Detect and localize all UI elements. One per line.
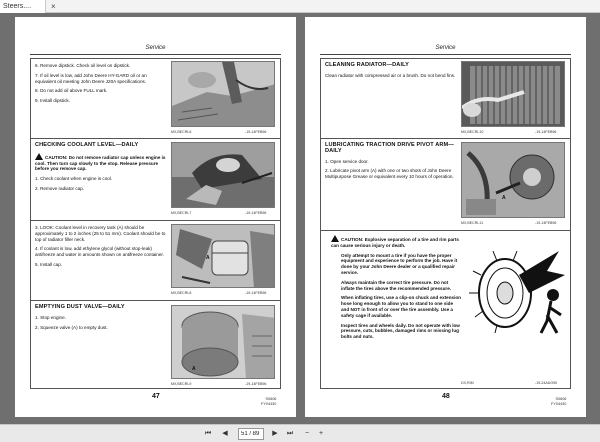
page-header: Service [435,45,456,51]
page-footer-code: S0606 FY04430 [261,397,277,406]
section-title: LUBRICATING TRACTION DRIVE PIVOT ARM—DAILY [325,142,454,154]
figure-code: MX,BECRL10 [461,130,484,134]
section-text [325,63,457,83]
step-text: Clean radiator with compressed air or a brush. Do not bend fins. [325,72,456,78]
figure-date: -19-14FEB96 [535,221,557,225]
figure-date: -19-14FEB96 [245,291,267,295]
title-bar [0,0,600,13]
section-checking-coolant [31,139,280,221]
section-text [325,143,457,184]
recovery-tank-photo [171,224,275,288]
paragraph-text: Only attempt to mount a tire if you have the proper equipment and experience to perform the job. Have it done by your John Deere dealer or a qualified repair service. [341,252,458,275]
figure-code: MX,BECRL7 [171,211,192,215]
section-text [35,225,167,272]
figure-code: MX,BECRL6 [171,130,192,134]
exploding-tire-illustration [467,245,567,335]
figure-date: -19-14FEB96 [245,382,267,386]
step-text: 7. If oil level is low, add John Deere HY-GARD oil or an equivalent oil meeting John Deere J20A specifications. [35,72,147,84]
step-text: 9. Install dipstick. [35,98,70,104]
first-page-button[interactable]: ⏮ [204,430,212,437]
page-47 [15,17,296,417]
figure-date: -19-14FEB96 [245,130,267,134]
close-icon[interactable]: × [51,2,56,11]
section-text [331,235,461,344]
section-cleaning-radiator [321,59,570,139]
step-text: 2. Squeeze valve (A) to empty dust. [35,324,108,330]
figure-date: -19-14FEB96 [245,211,267,215]
warning-triangle-icon [35,153,43,160]
section-dust-valve [31,301,280,390]
page-footer-code: S0606 FY04430 [551,397,567,406]
page-48 [305,17,586,417]
paragraph-text: Inspect tires and wheels daily. Do not operate with low pressure, cuts, bubbles, damaged rims or missing lug bolts and nuts. [341,322,460,340]
figure-code: MX,BECRL11 [461,221,484,225]
figure-code: DX,RIM [461,381,474,385]
section-oil-check [31,59,280,139]
page-number-input[interactable] [238,428,264,440]
content-frame [320,58,571,389]
figure-code: MX,BECRL9 [171,382,192,386]
viewer-toolbar [0,424,600,442]
figure-date: -19-14FEB96 [535,130,557,134]
step-text: 2. Remove radiator cap. [35,185,85,191]
zoom-out-button[interactable]: − [304,430,310,437]
next-page-button[interactable]: ▶ [272,430,278,437]
section-coolant-level [31,221,280,301]
section-title: CHECKING COOLANT LEVEL—DAILY [35,142,139,148]
section-text [35,63,167,108]
header-rule [30,54,281,55]
page-header: Service [145,45,166,51]
radiator-photo [461,61,565,127]
page-number: 47 [152,393,160,400]
paragraph-text: Always maintain the correct tire pressure. Do not inflate the tires above the recommended pressure. [341,279,452,291]
zoom-in-button[interactable]: + [318,430,324,437]
document-viewer[interactable] [0,13,600,424]
paragraph-text: When inflating tires, use a clip-on chuck and extension hose long enough to allow you to stand to one side and NOT in front of or over the tire assembly. Use a safety cage if available. [341,295,461,318]
pivot-arm-photo [461,142,565,218]
document-tab[interactable]: Steers.... [0,0,46,13]
callout-label-a: A [206,255,210,261]
dust-valve-photo [171,305,275,379]
section-tire-safety [321,231,570,390]
figure-date: -19-24AUG90 [535,381,558,385]
step-text: 6. Remove dipstick. Check oil level on dipstick. [35,63,131,68]
radiator-cap-photo [171,142,275,208]
warning-triangle-icon [331,235,339,242]
caution-text: CAUTION: Explosive separation of a tire and rim parts can cause serious injury or death. [331,237,459,248]
step-text: 1. Check coolant when engine is cool. [35,176,113,182]
figure-code: MX,BECRL8 [171,291,192,295]
content-frame [30,58,281,389]
step-text: 8. Do not add oil above FULL mark. [35,88,108,94]
previous-page-button[interactable]: ◀ [222,430,228,437]
step-text: 5. Install cap. [35,261,63,267]
callout-label-a: A [192,366,196,372]
section-lubricating-pivot-arm [321,139,570,231]
header-rule [320,54,571,55]
dipstick-photo [171,61,275,127]
page-number: 48 [442,393,450,400]
section-text [35,305,167,334]
callout-label-a: A [502,195,506,201]
section-text [35,143,167,196]
step-text: 1. Open service door. [325,158,369,164]
section-title: EMPTYING DUST VALVE—DAILY [35,304,125,310]
step-text: 3. LOOK: Coolant level in recovery tank (A) should be approximately 1 to 2 inches (25 to 51 mm). Coolant should be to top of radiator filler neck. [35,225,166,242]
caution-text: CAUTION: Do not remove radiator cap unless engine is cool. Then turn cap slowly to the stop. Release pressure before you remove cap. [35,154,166,172]
step-text: 2. Lubricate pivot arm (A) with one or two shots of John Deere Multipurpose Grease or equivalent every 10 hours of operation. [325,168,454,180]
last-page-button[interactable]: ⏭ [286,430,294,437]
section-title: CLEANING RADIATOR—DAILY [325,62,409,68]
step-text: 1. Stop engine. [35,314,66,320]
step-text: 4. If coolant is low, add ethylene glycol (without stop-leak) antifreeze and water in amounts shown on antifreeze container. [35,246,164,258]
